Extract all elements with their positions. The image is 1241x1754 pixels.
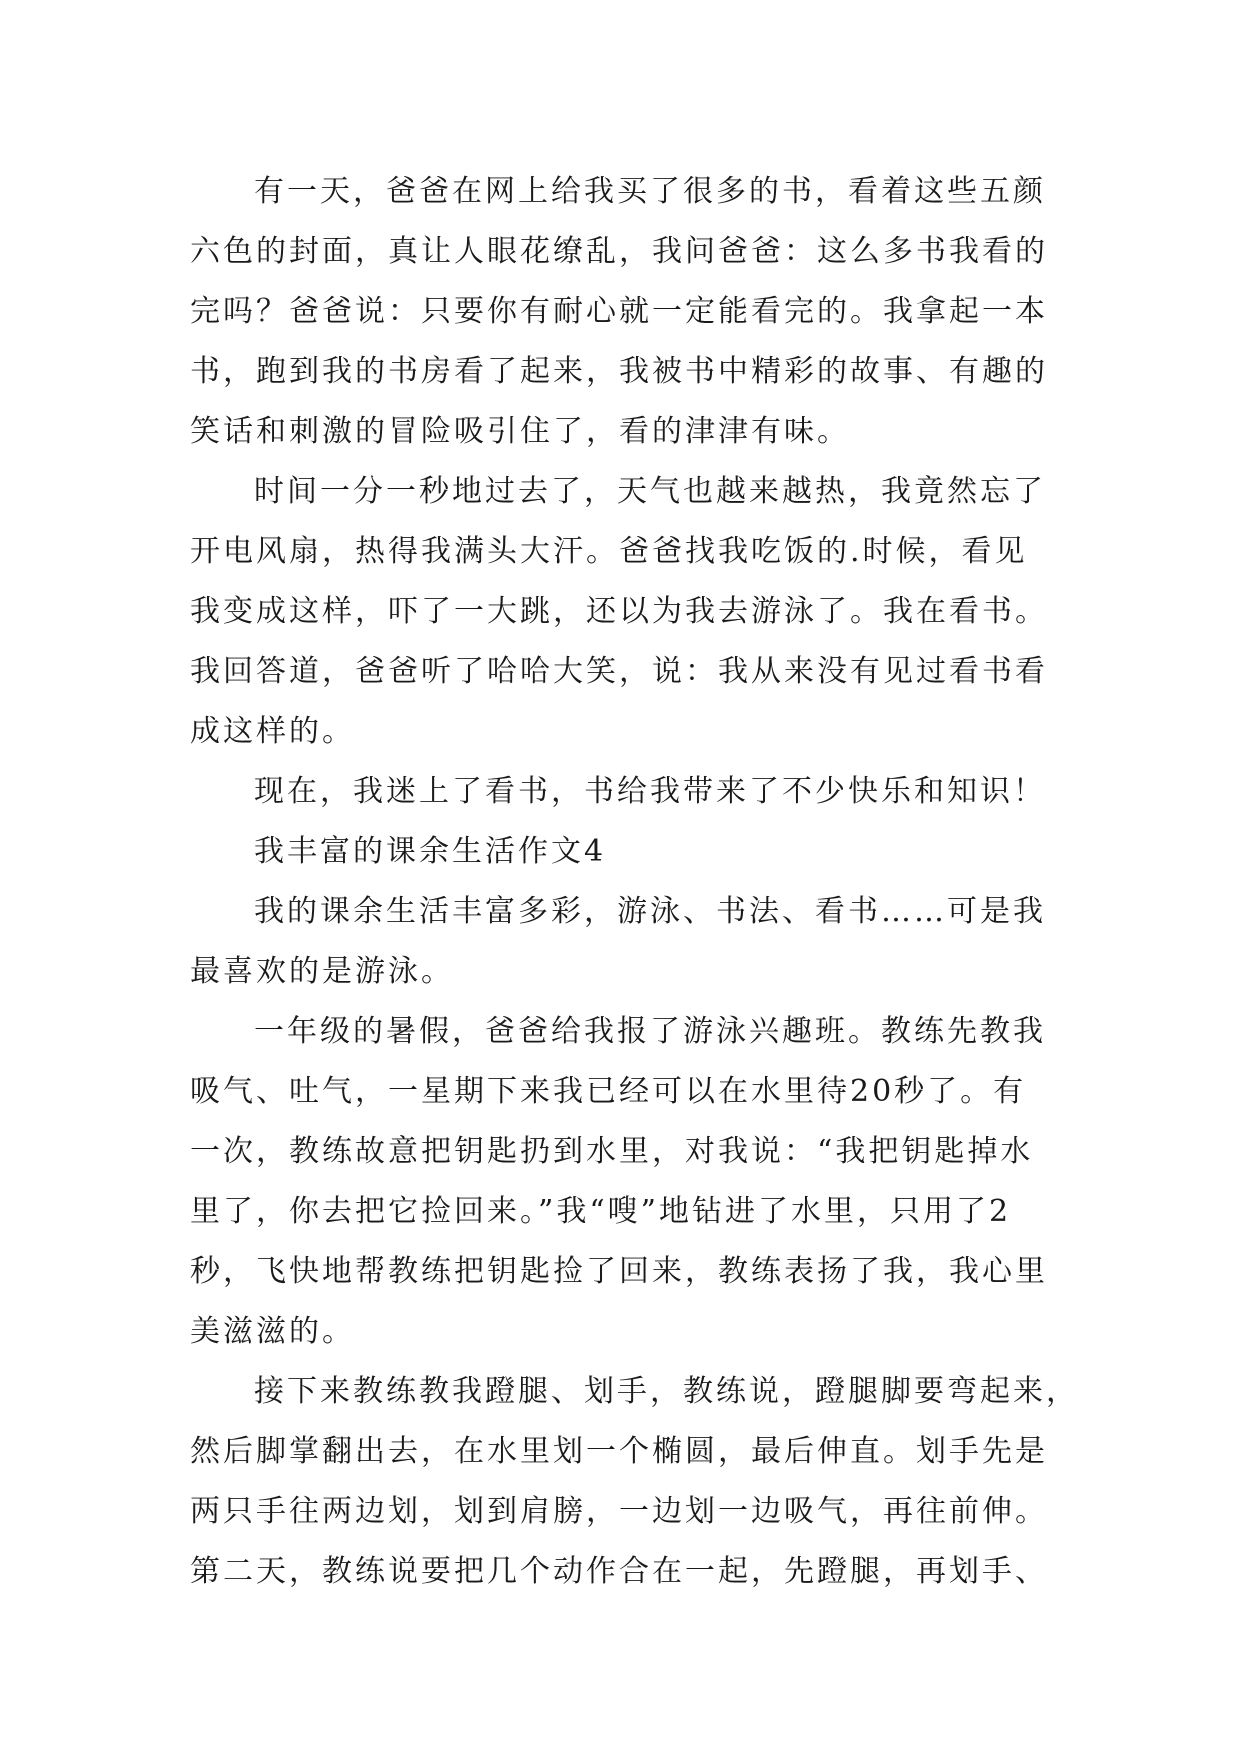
paragraph-line: 吸气、吐气，一星期下来我已经可以在水里待20秒了。有 xyxy=(190,1074,1027,1109)
paragraph-line: 书，跑到我的书房看了起来，我被书中精彩的故事、有趣的 xyxy=(190,354,1048,389)
paragraph-line: 两只手往两边划，划到肩膀，一边划一边吸气，再往前伸。 xyxy=(190,1494,1048,1529)
paragraph-line: 美滋滋的。 xyxy=(190,1314,355,1349)
paragraph-line: 一年级的暑假，爸爸给我报了游泳兴趣班。教练先教我 xyxy=(254,1014,1046,1049)
paragraph-line: 里了，你去把它捡回来。”我“嗖”地钻进了水里，只用了2 xyxy=(190,1194,1012,1229)
paragraph-line: 成这样的。 xyxy=(190,714,355,749)
paragraph-line: 然后脚掌翻出去，在水里划一个椭圆，最后伸直。划手先是 xyxy=(190,1434,1048,1469)
paragraph-line: 我回答道，爸爸听了哈哈大笑，说：我从来没有见过看书看 xyxy=(190,654,1048,689)
paragraph-line: 笑话和刺激的冒险吸引住了，看的津津有味。 xyxy=(190,414,850,449)
paragraph-line: 第二天，教练说要把几个动作合在一起，先蹬腿，再划手、 xyxy=(190,1554,1048,1589)
paragraph-line: 我变成这样，吓了一大跳，还以为我去游泳了。我在看书。 xyxy=(190,594,1048,629)
paragraph-line: 有一天，爸爸在网上给我买了很多的书，看着这些五颜 xyxy=(254,174,1046,209)
paragraph-line: 我的课余生活丰富多彩，游泳、书法、看书……可是我 xyxy=(254,894,1046,929)
paragraph-line: 开电风扇，热得我满头大汗。爸爸找我吃饭的.时候，看见 xyxy=(190,534,1028,569)
paragraph-line: 一次，教练故意把钥匙扔到水里，对我说：“我把钥匙掉水 xyxy=(190,1134,1034,1169)
paragraph-line: 最喜欢的是游泳。 xyxy=(190,954,454,989)
paragraph-line: 秒，飞快地帮教练把钥匙捡了回来，教练表扬了我，我心里 xyxy=(190,1254,1048,1289)
paragraph-line: 时间一分一秒地过去了，天气也越来越热，我竟然忘了 xyxy=(254,474,1046,509)
paragraph-line: 现在，我迷上了看书，书给我带来了不少快乐和知识！ xyxy=(254,774,1046,809)
section-heading: 我丰富的课余生活作文4 xyxy=(254,834,607,869)
document-body xyxy=(190,162,1079,1602)
paragraph-line: 接下来教练教我蹬腿、划手，教练说，蹬腿脚要弯起来， xyxy=(254,1374,1079,1409)
paragraph-line: 六色的封面，真让人眼花缭乱，我问爸爸：这么多书我看的 xyxy=(190,234,1048,269)
paragraph-line: 完吗？爸爸说：只要你有耐心就一定能看完的。我拿起一本 xyxy=(190,294,1048,329)
